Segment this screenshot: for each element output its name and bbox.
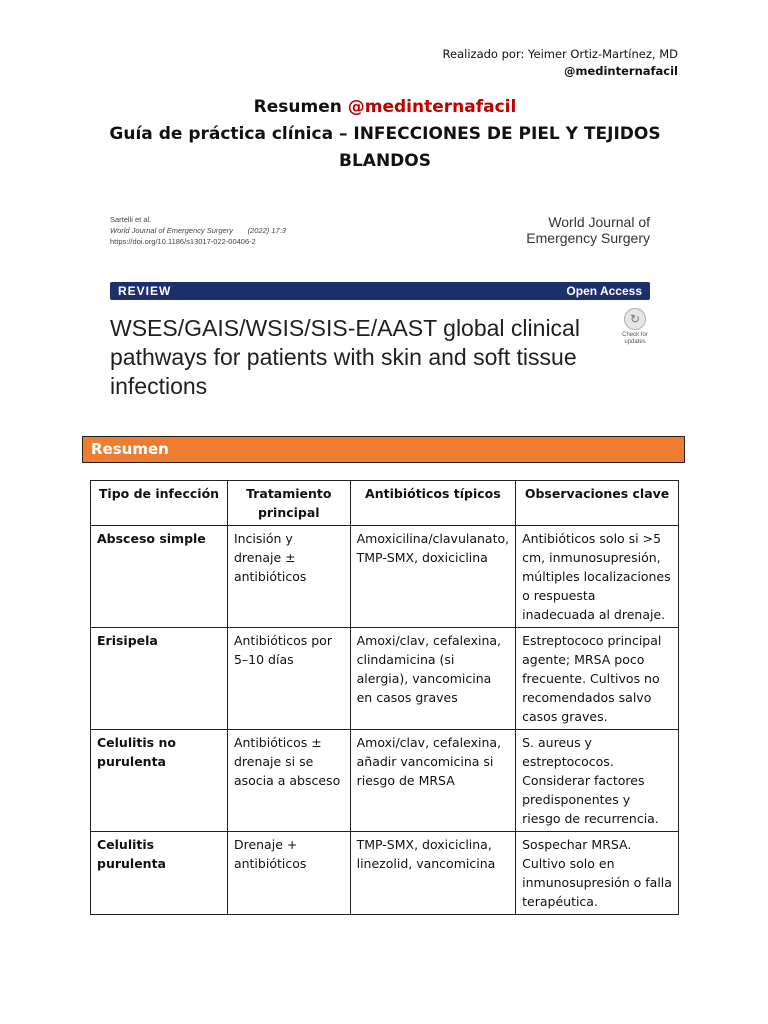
table-row	[91, 730, 679, 832]
title-prefix: Resumen	[253, 97, 348, 117]
antibiotics-cell: Amoxi/clav, cefalexina, añadir vancomicina si riesgo de MRSA	[350, 730, 516, 832]
infection-type-cell: Celulitis purulenta	[91, 832, 228, 915]
journal-citation	[110, 214, 286, 247]
check-updates-icon: ↻	[624, 308, 646, 330]
journal-header-image	[90, 198, 680, 416]
column-header: Antibióticos típicos	[350, 481, 516, 526]
journal-brand-line-2: Emergency Surgery	[526, 230, 650, 246]
treatment-cell: Antibióticos por 5–10 días	[227, 628, 350, 730]
table-row	[91, 526, 679, 628]
review-banner	[110, 282, 650, 300]
author-block	[443, 46, 678, 80]
journal-brand	[526, 214, 650, 246]
journal-name: World Journal of Emergency Surgery	[110, 226, 233, 235]
observations-cell: Antibióticos solo si >5 cm, inmunosupresión, múltiples localizaciones o respuesta inadecuada al drenaje.	[516, 526, 679, 628]
journal-doi: https://doi.org/10.1186/s13017-022-00406-2	[110, 237, 256, 246]
column-header: Tipo de infección	[91, 481, 228, 526]
article-headline: WSES/GAIS/WSIS/SIS-E/AAST global clinical pathways for patients with skin and soft tissue infections	[110, 315, 580, 399]
summary-table	[90, 480, 679, 915]
page-title	[90, 94, 680, 175]
treatment-cell: Drenaje + antibióticos	[227, 832, 350, 915]
check-for-updates	[620, 308, 650, 346]
observations-cell: S. aureus y estreptococos. Considerar factores predisponentes y riesgo de recurrencia.	[516, 730, 679, 832]
title-handle: @medinternafacil	[347, 97, 517, 117]
infection-type-cell: Absceso simple	[91, 526, 228, 628]
journal-authors: Sartelli et al.	[110, 215, 152, 224]
table-header-row	[91, 481, 679, 526]
check-updates-label: Check for updates	[622, 332, 648, 345]
antibiotics-cell: Amoxi/clav, cefalexina, clindamicina (si alergia), vancomicina en casos graves	[350, 628, 516, 730]
table-row	[91, 832, 679, 915]
author-line: Realizado por: Yeimer Ortiz-Martínez, MD	[442, 47, 678, 61]
observations-cell: Sospechar MRSA. Cultivo solo en inmunosupresión o falla terapéutica.	[516, 832, 679, 915]
journal-brand-line-1: World Journal of	[548, 214, 650, 230]
title-line-2: Guía de práctica clínica – INFECCIONES DE PIEL Y TEJIDOS BLANDOS	[109, 124, 661, 171]
author-handle: @medinternafacil	[563, 64, 678, 78]
antibiotics-cell: TMP-SMX, doxiciclina, linezolid, vancomicina	[350, 832, 516, 915]
column-header: Observaciones clave	[516, 481, 679, 526]
table-row	[91, 628, 679, 730]
observations-cell: Estreptococo principal agente; MRSA poco frecuente. Cultivos no recomendados salvo casos graves.	[516, 628, 679, 730]
section-header-resumen: Resumen	[82, 436, 685, 463]
title-line-1	[90, 94, 680, 121]
open-access-label: Open Access	[566, 284, 642, 298]
journal-issue: (2022) 17:3	[247, 226, 286, 235]
antibiotics-cell: Amoxicilina/clavulanato, TMP-SMX, doxiciclina	[350, 526, 516, 628]
review-label: REVIEW	[118, 284, 172, 298]
treatment-cell: Incisión y drenaje ± antibióticos	[227, 526, 350, 628]
treatment-cell: Antibióticos ± drenaje si se asocia a absceso	[227, 730, 350, 832]
column-header: Tratamiento principal	[227, 481, 350, 526]
infection-type-cell: Celulitis no purulenta	[91, 730, 228, 832]
infection-type-cell: Erisipela	[91, 628, 228, 730]
